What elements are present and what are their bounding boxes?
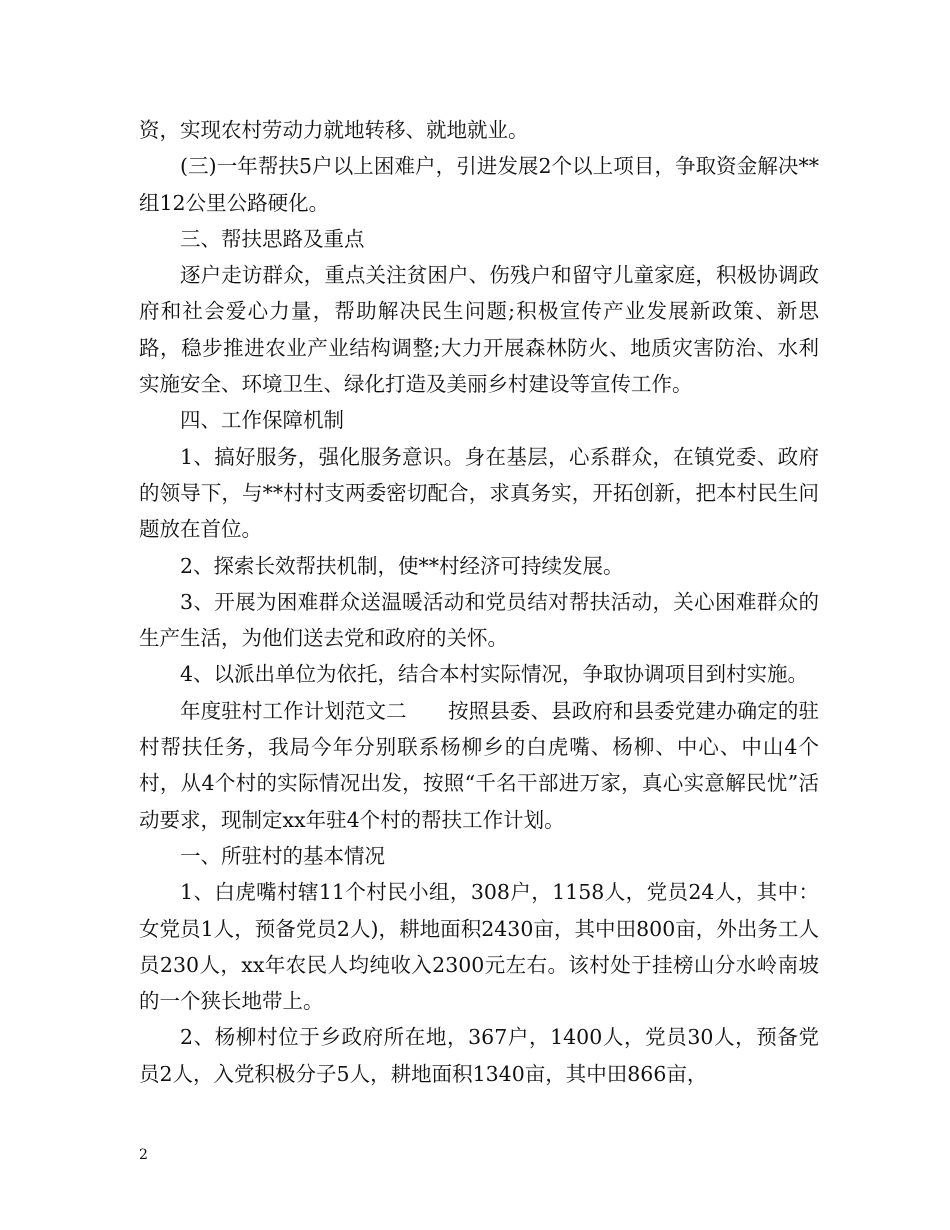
- heading-work-guarantee: 四、工作保障机制: [180, 408, 344, 433]
- paragraph-yangliu-village: 2、杨柳村位于乡政府所在地，367户，1400人，党员30人，预备党员2人，入党积极分子5人，耕地面积1340亩，其中田866亩，: [139, 1025, 819, 1086]
- paragraph-guarantee-three: 3、开展为困难群众送温暖活动和党员结对帮扶活动，关心困难群众的生产生活，为他们送去党和政府的关怀。: [139, 589, 819, 651]
- paragraph-sample-two-intro: 年度驻村工作计划范文二 按照县委、县政府和县委党建办确定的驻村帮扶任务，我局今年分别联系杨柳乡的白虎嘴、杨柳、中心、中山4个村，从4个村的实际情况出发，按照“千名干部进万家，真心实意解民忧”活动要求，现制定xx年驻4个村的帮扶工作计划。: [139, 698, 819, 832]
- heading-assistance-approach: 三、帮扶思路及重点: [180, 226, 365, 251]
- heading-village-basics: 一、所驻村的基本情况: [180, 843, 385, 868]
- paragraph-household-visits: 逐户走访群众，重点关注贫困户、伤残户和留守儿童家庭，积极协调政府和社会爱心力量，帮助解决民生问题;积极宣传产业发展新政策、新思路，稳步推进农业产业结构调整;大力开展森林防火、地质灾害防治、水利实施安全、环境卫生、绿化打造及美丽乡村建设等宣传工作。: [139, 263, 819, 397]
- document-body: [139, 112, 819, 1092]
- paragraph-guarantee-two: 2、探索长效帮扶机制，使**村经济可持续发展。: [180, 553, 624, 578]
- paragraph-baihuzui-village: 1、白虎嘴村辖11个村民小组，308户，1158人，党员24人，其中：女党员1人，预备党员2人)，耕地面积2430亩，其中田800亩，外出务工人员230人，xx年农民人均纯收入2300元左右。该村处于挂榜山分水岭南坡的一个狭长地带上。: [139, 880, 819, 1014]
- paragraph-guarantee-four: 4、以派出单位为依托，结合本村实际情况，争取协调项目到村实施。: [180, 662, 809, 687]
- paragraph-continued-funding: 资，实现农村劳动力就地转移、就地就业。: [139, 118, 529, 142]
- page-number: 2: [139, 1147, 148, 1163]
- paragraph-guarantee-one: 1、搞好服务，强化服务意识。身在基层，心系群众，在镇党委、政府的领导下，与**村村支两委密切配合，求真务实，开拓创新，把本村民生问题放在首位。: [139, 444, 819, 542]
- paragraph-goal-three: (三)一年帮扶5户以上困难户，引进发展2个以上项目，争取资金解决**组12公里公路硬化。: [139, 154, 819, 215]
